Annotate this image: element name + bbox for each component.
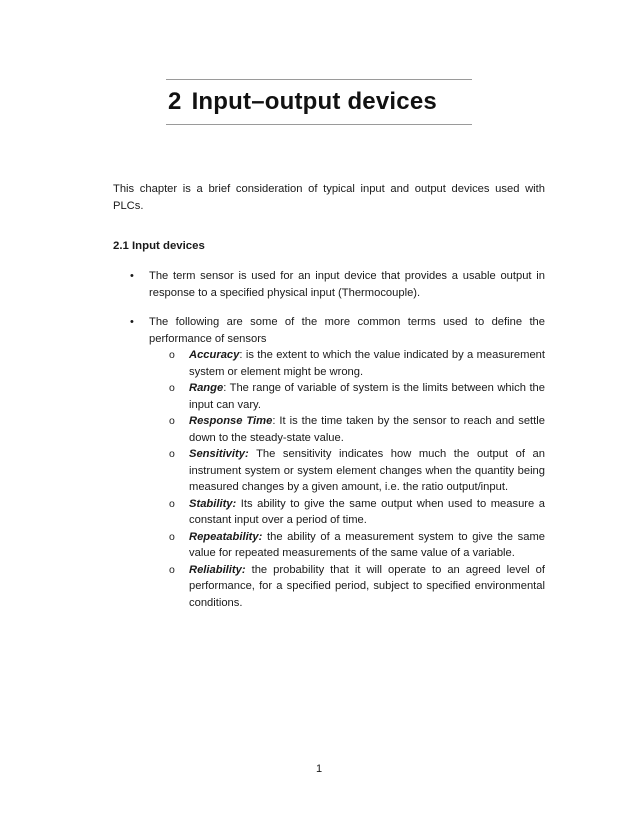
sub-list-item	[149, 562, 545, 612]
sub-list-item	[149, 380, 545, 413]
circle-bullet-icon: o	[169, 448, 175, 460]
definition: is the extent to which the value indicated by a measurement system or element might be wrong.	[189, 349, 545, 378]
circle-bullet-icon: o	[169, 497, 175, 510]
circle-bullet-icon: o	[169, 563, 175, 576]
term: Response Time	[189, 415, 273, 427]
circle-bullet-icon: o	[169, 530, 175, 543]
definition: It is the time taken by the sensor to reach and settle down to the steady-state value.	[189, 415, 545, 444]
bullet-item	[113, 314, 545, 611]
term: Sensitivity:	[189, 448, 249, 460]
circle-bullet-icon: o	[169, 382, 175, 394]
bullet-text: The term sensor is used for an input device that provides a usable output in response to a specified physical input (Thermocouple).	[149, 270, 545, 299]
intro-paragraph: This chapter is a brief consideration of typical input and output devices used with PLCs.	[113, 183, 545, 212]
term-separator: :	[272, 415, 276, 427]
definition: The sensitivity indicates how much the output of an instrument system or system element changes when the quantity being measured changes by a given amount, i.e. the ratio output/input.	[189, 448, 545, 493]
bullet-item	[113, 268, 545, 301]
sub-list-item	[149, 446, 545, 496]
term-separator: :	[239, 349, 243, 361]
section-heading: 2.1 Input devices	[113, 240, 205, 252]
bullet-icon: •	[130, 270, 134, 282]
sub-list-item	[149, 347, 545, 380]
circle-bullet-icon: o	[169, 349, 175, 361]
chapter-number: 2	[168, 88, 182, 115]
definition: The range of variable of system is the limits between which the input can vary.	[189, 382, 545, 411]
term-separator: :	[223, 382, 227, 394]
chapter-title-text: Input–output devices	[191, 88, 437, 115]
term: Repeatability:	[189, 530, 263, 543]
title-top-rule	[166, 79, 472, 80]
circle-bullet-icon: o	[169, 415, 175, 427]
bullet-text: The following are some of the more common terms used to define the performance of sensors	[149, 316, 545, 345]
sub-list-item	[149, 413, 545, 446]
page-number: 1	[315, 763, 323, 775]
chapter-title	[168, 88, 437, 116]
sub-list-item	[149, 496, 545, 529]
bullet-icon: •	[130, 316, 134, 328]
sub-list	[149, 347, 545, 611]
definition: Its ability to give the same output when used to measure a constant input over a period of time.	[189, 497, 545, 526]
term: Range	[189, 382, 224, 394]
term: Accuracy	[189, 349, 240, 361]
term: Reliability:	[189, 563, 246, 576]
definition: the ability of a measurement system to give the same value for repeated measurements of the same value of a variable.	[189, 530, 545, 559]
sub-list-item	[149, 529, 545, 562]
term: Stability:	[189, 497, 237, 510]
definition: the probability that it will operate to an agreed level of performance, for a specified period, subject to specified environmental conditions.	[189, 563, 545, 609]
title-bottom-rule	[166, 124, 472, 125]
bullet-list	[113, 268, 545, 624]
